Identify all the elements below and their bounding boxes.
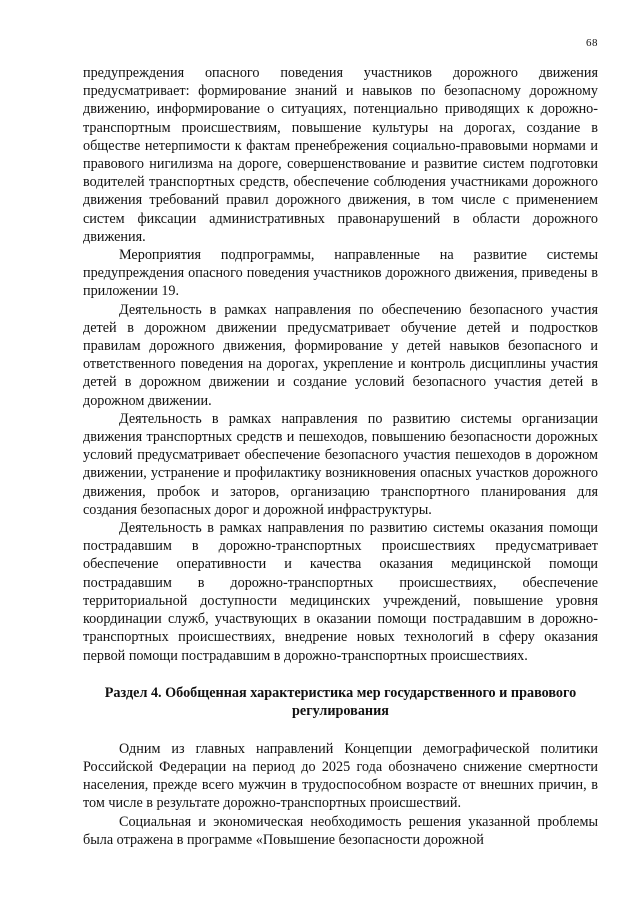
- document-body: [83, 64, 598, 849]
- paragraph: Деятельность в рамках направления по обеспечению безопасного участия детей в дорожном движении предусматривает обучение детей и подростков правилам дорожного движения, формирование у детей навыков безопасного и ответственного поведения на дорогах, укрепление и контроль дисциплины участия детей в дорожном движении и создание условий безопасного участия детей в дорожном движении.: [83, 301, 598, 409]
- page-number: 68: [586, 37, 598, 49]
- paragraph: Социальная и экономическая необходимость решения указанной проблемы была отражена в программе «Повышение безопасности дорожной: [83, 813, 598, 848]
- section-heading: Раздел 4. Обобщенная характеристика мер государственного и правового регулирования: [104, 684, 577, 720]
- paragraph: Мероприятия подпрограммы, направленные на развитие системы предупреждения опасного поведения участников дорожного движения, приведены в приложении 19.: [83, 247, 598, 300]
- paragraph: Одним из главных направлений Концепции демографической политики Российской Федерации на период до 2025 года обозначено снижение смертности населения, прежде всего мужчин в трудоспособном возрасте от внешних причин, в том числе в результате дорожно-транспортных происшествий.: [83, 740, 598, 812]
- paragraph: Деятельность в рамках направления по развитию системы организации движения транспортных средств и пешеходов, повышению безопасности дорожных условий предусматривает обеспечение безопасного участия пешеходов в дорожном движении, устранение и профилактику возникновения опасных участков дорожного движения, пробок и заторов, организацию транспортного планирования для создания безопасных дорог и дорожной инфраструктуры.: [83, 410, 598, 518]
- paragraph-continued: предупреждения опасного поведения участников дорожного движения предусматривает: формирование знаний и навыков по безопасному дорожному движению, информирование о ситуациях, потенциально приводящих к дорожно-транспортным происшествиям, повышение культуры на дорогах, создание в обществе нетерпимости к фактам пренебрежения социально-правовыми нормами и правового нигилизма на дороге, совершенствование и развитие систем подготовки водителей транспортных средств, обеспечение соблюдения участниками дорожного движения требований правил дорожного движения, в том числе с применением систем фиксации административных правонарушений в области дорожного движения.: [83, 65, 598, 245]
- paragraph: Деятельность в рамках направления по развитию системы оказания помощи пострадавшим в дорожно-транспортных происшествиях предусматривает обеспечение оперативности и качества оказания медицинской помощи пострадавшим в дорожно-транспортных происшествиях, обеспечение территориальной доступности медицинских учреждений, повышение уровня координации служб, участвующих в оказании помощи пострадавшим в дорожно-транспортных происшествиях, внедрение новых технологий в сферу оказания первой помощи пострадавшим в дорожно-транспортных происшествиях.: [83, 520, 598, 664]
